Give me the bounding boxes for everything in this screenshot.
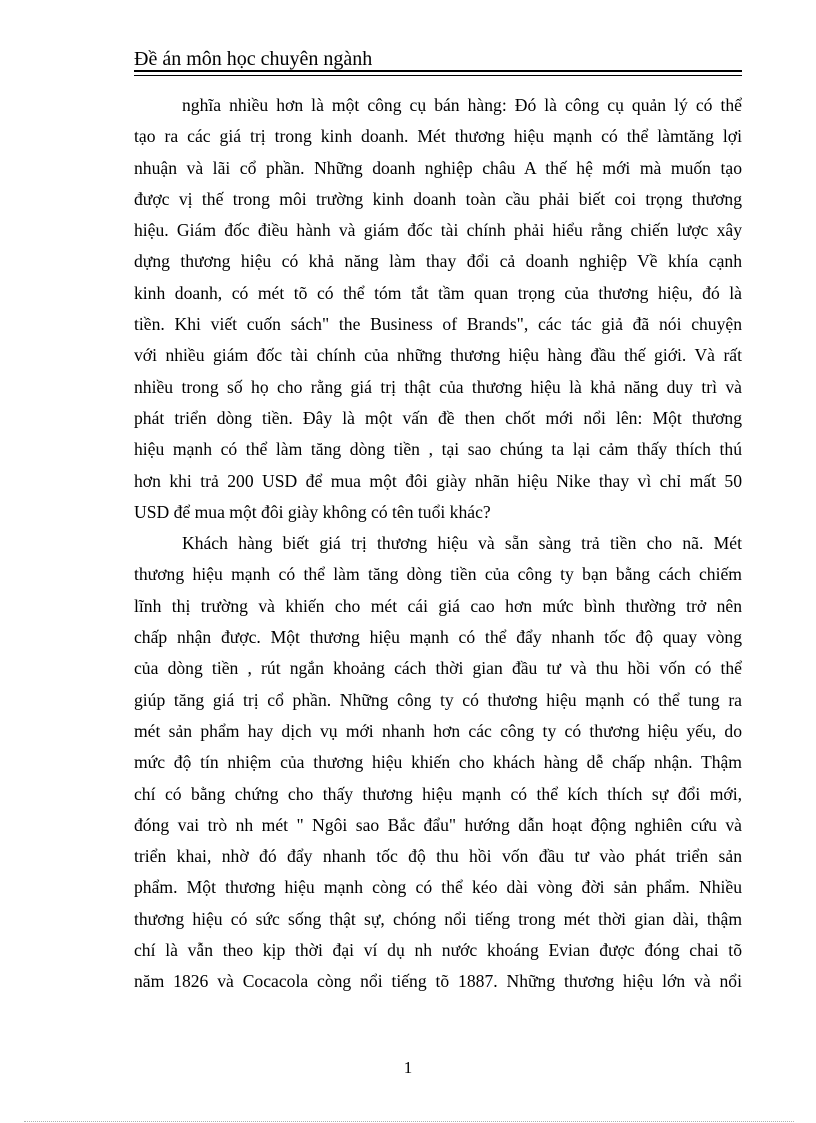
page-bottom-divider xyxy=(24,1121,794,1122)
body-text xyxy=(134,90,742,998)
paragraph-1-line: USD để mua một đôi giày không có tên tuổi khác? xyxy=(134,501,491,522)
page-number: 1 xyxy=(403,1058,413,1077)
paragraph-1-line: kinh doanh, có mét tõ có thể tóm tắt tầm quan trọng của thương hiệu, đó là xyxy=(134,282,742,303)
paragraph-1-line: được vị thế trong môi trường kinh doanh toàn cầu phải biết coi trọng thương xyxy=(134,188,742,209)
paragraph-2-line: năm 1826 và Cocacola còng nổi tiếng tõ 1887. Những thương hiệu lớn và nổi xyxy=(134,971,742,992)
paragraph-1-line: nhiều trong số họ cho rằng giá trị thật của thương hiệu là khả năng duy trì và xyxy=(134,376,742,397)
paragraph-2-line: thương hiệu có sức sống thật sự, chóng nổi tiếng trong mét thời gian dài, thậm xyxy=(134,908,742,929)
paragraph-2-line: mức độ tín nhiệm của thương hiệu khiến cho khách hàng dễ chấp nhận. Thậm xyxy=(134,752,742,773)
paragraph-2-line: đóng vai trò nh mét " Ngôi sao Bắc đẩu" hướng dẫn hoạt động nghiên cứu và xyxy=(134,814,742,835)
paragraph-2-line: Khách hàng biết giá trị thương hiệu và sẵn sàng trả tiền cho nã. Mét xyxy=(182,533,742,554)
paragraph-2-line: triển khai, nhờ đó đẩy nhanh tốc độ thu hồi vốn đầu tư vào phát triển sản xyxy=(134,846,742,867)
paragraph-2-line: lĩnh thị trường và khiến cho mét cái giá cao hơn mức bình thường trở nên xyxy=(134,595,742,616)
header-title: Đề án môn học chuyên ngành xyxy=(134,48,373,70)
paragraph-2-line: chấp nhận được. Một thương hiệu mạnh có thể đẩy nhanh tốc độ quay vòng xyxy=(134,627,742,648)
paragraph-1-line: tiền. Khi viết cuốn sách" the Business of Brands", các tác giả đã nói chuyện xyxy=(134,314,742,335)
paragraph-2-line: thương hiệu mạnh có thể làm tăng dòng tiền của công ty bạn bằng cách chiếm xyxy=(134,564,742,585)
paragraph-2-line: phẩm. Một thương hiệu mạnh còng có thể kéo dài vòng đời sản phẩm. Nhiều xyxy=(134,877,742,898)
paragraph-1-line: hiệu mạnh có thể làm tăng dòng tiền , tại sao chúng ta lại cảm thấy thích thú xyxy=(134,439,742,460)
paragraph-1-line: hiệu. Giám đốc điều hành và giám đốc tài chính phải hiểu rằng chiến lược xây xyxy=(134,220,742,241)
page-header xyxy=(134,46,742,72)
paragraph-1-line: nghĩa nhiều hơn là một công cụ bán hàng: Đó là công cụ quản lý có thể xyxy=(182,95,742,115)
paragraph-2-line: chí là vẫn theo kịp thời đại ví dụ nh nước khoáng Evian được đóng chai tõ xyxy=(134,940,742,961)
paragraph-1-line: phát triển dòng tiền. Đây là một vấn đề then chốt mới nổi lên: Một thương xyxy=(134,407,742,428)
paragraph-2-line: của dòng tiền , rút ngắn khoảng cách thời gian đầu tư và thu hồi vốn có thể xyxy=(134,658,742,679)
paragraph-1-line: hơn khi trả 200 USD để mua một đôi giày nhãn hiệu Nike thay vì chỉ mất 50 xyxy=(134,470,742,491)
paragraph-1-line: dựng thương hiệu có khả năng làm thay đổi cả doanh nghiệp Về khía cạnh xyxy=(134,251,742,272)
paragraph-2-line: giúp tăng giá trị cổ phần. Những công ty có thương hiệu mạnh có thể tung ra xyxy=(134,689,742,710)
paragraph-2-line: chí có bằng chứng cho thấy thương hiệu mạnh có thể kích thích sự đổi mới, xyxy=(134,783,742,804)
paragraph-1-line: tạo ra các giá trị trong kinh doanh. Mét thương hiệu mạnh có thể làmtăng lợi xyxy=(134,126,742,147)
paragraph-1-line: với nhiều giám đốc tài chính của những thương hiệu hàng đầu thế giới. Và rất xyxy=(134,345,742,366)
header-rule-thick xyxy=(134,70,742,72)
header-rule-thin xyxy=(134,75,742,76)
paragraph-1-line: nhuận và lãi cổ phần. Những doanh nghiệp châu A thế hệ mới mà muốn tạo xyxy=(134,157,742,178)
paragraph-2-line: mét sản phẩm hay dịch vụ mới nhanh hơn các công ty có thương hiệu yếu, do xyxy=(134,720,742,741)
